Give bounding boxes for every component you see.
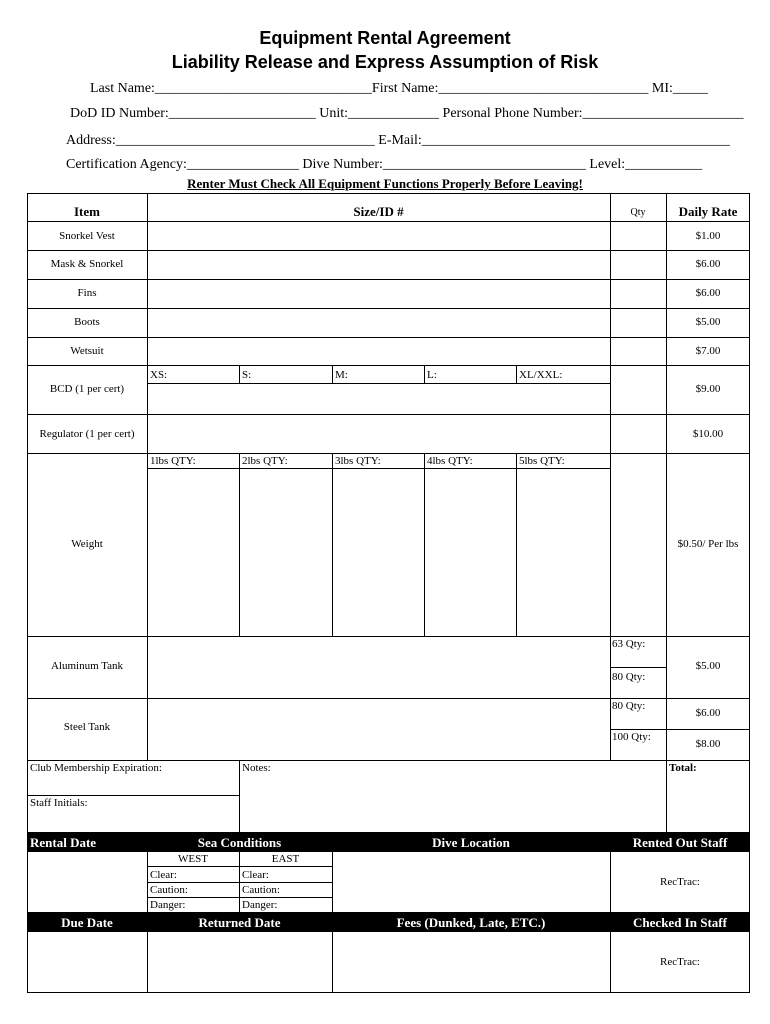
sea-conditions-header: Sea Conditions [197, 835, 282, 850]
rate-mask-snorkel: $6.00 [695, 258, 721, 270]
item-mask-snorkel: Mask & Snorkel [50, 258, 124, 270]
club-membership-expiration[interactable]: Club Membership Expiration: [30, 762, 162, 774]
bcd-size-s[interactable]: S: [242, 369, 252, 381]
due-date-header: Due Date [61, 915, 113, 930]
rate-aluminum-tank: $5.00 [695, 660, 721, 672]
form-title: Equipment Rental Agreement [259, 28, 511, 48]
item-weight: Weight [71, 538, 103, 550]
rate-bcd: $9.00 [695, 383, 721, 395]
rented-out-rectrac[interactable]: RecTrac: [660, 876, 700, 888]
notes[interactable]: Notes: [242, 762, 271, 774]
aluminum-80-qty[interactable]: 80 Qty: [612, 671, 646, 683]
returned-date-header: Returned Date [198, 915, 281, 930]
header-size: Size/ID # [353, 204, 404, 219]
item-fins: Fins [77, 287, 97, 299]
check-equipment-warning: Renter Must Check All Equipment Functions Properly Before Leaving! [187, 176, 583, 191]
staff-initials[interactable]: Staff Initials: [30, 797, 88, 809]
steel-80-qty[interactable]: 80 Qty: [612, 700, 646, 712]
west-danger[interactable]: Danger: [150, 899, 186, 911]
item-steel-tank: Steel Tank [63, 721, 111, 733]
rate-steel-100: $8.00 [695, 738, 721, 750]
total[interactable]: Total: [669, 762, 697, 774]
bcd-size-m[interactable]: M: [335, 369, 348, 381]
west-caution[interactable]: Caution: [150, 884, 188, 896]
item-snorkel-vest: Snorkel Vest [59, 230, 115, 242]
certification-fields[interactable]: Certification Agency:________________ Dive Number:_____________________________ Level:___________ [66, 157, 703, 172]
weight-2lbs-qty[interactable]: 2lbs QTY: [242, 455, 288, 467]
east-caution[interactable]: Caution: [242, 884, 280, 896]
rate-regulator: $10.00 [692, 428, 724, 440]
east-clear[interactable]: Clear: [242, 869, 269, 881]
item-regulator: Regulator (1 per cert) [39, 428, 135, 440]
aluminum-63-qty[interactable]: 63 Qty: [612, 638, 646, 650]
address-email-fields[interactable]: Address:_____________________________________ E-Mail:____________________________________________ [66, 133, 730, 148]
bcd-size-l[interactable]: L: [427, 369, 437, 381]
west-label: WEST [178, 853, 208, 865]
dive-location-header: Dive Location [432, 835, 510, 850]
rate-snorkel-vest: $1.00 [695, 230, 721, 242]
item-bcd: BCD (1 per cert) [49, 383, 125, 395]
bcd-size-xl[interactable]: XL/XXL: [519, 369, 563, 381]
east-label: EAST [271, 853, 300, 865]
rented-out-staff-header: Rented Out Staff [632, 835, 728, 850]
rate-wetsuit: $7.00 [695, 345, 721, 357]
checked-in-rectrac[interactable]: RecTrac: [660, 956, 700, 968]
weight-1lbs-qty[interactable]: 1lbs QTY: [150, 455, 196, 467]
rate-boots: $5.00 [695, 316, 721, 328]
weight-4lbs-qty[interactable]: 4lbs QTY: [427, 455, 473, 467]
rate-steel-80: $6.00 [695, 707, 721, 719]
rental-date-header: Rental Date [30, 835, 97, 850]
weight-5lbs-qty[interactable]: 5lbs QTY: [519, 455, 565, 467]
header-qty: Qty [630, 207, 646, 218]
name-fields[interactable]: Last Name:_______________________________First Name:______________________________ MI:_____ [90, 81, 708, 96]
fees-header: Fees (Dunked, Late, ETC.) [396, 915, 546, 930]
east-danger[interactable]: Danger: [242, 899, 278, 911]
bcd-size-xs[interactable]: XS: [150, 369, 168, 381]
rate-fins: $6.00 [695, 287, 721, 299]
steel-100-qty[interactable]: 100 Qty: [612, 731, 651, 743]
rate-weight: $0.50/ Per lbs [677, 538, 739, 550]
header-item: Item [74, 204, 100, 219]
item-boots: Boots [74, 316, 100, 328]
weight-3lbs-qty[interactable]: 3lbs QTY: [335, 455, 381, 467]
id-unit-phone-fields[interactable]: DoD ID Number:_____________________ Unit:_____________ Personal Phone Number:_______________________ [70, 106, 744, 121]
west-clear[interactable]: Clear: [150, 869, 177, 881]
form-subtitle: Liability Release and Express Assumption of Risk [171, 52, 599, 72]
header-daily-rate: Daily Rate [678, 204, 738, 219]
item-aluminum-tank: Aluminum Tank [50, 660, 124, 672]
item-wetsuit: Wetsuit [70, 345, 104, 357]
checked-in-staff-header: Checked In Staff [633, 915, 727, 930]
